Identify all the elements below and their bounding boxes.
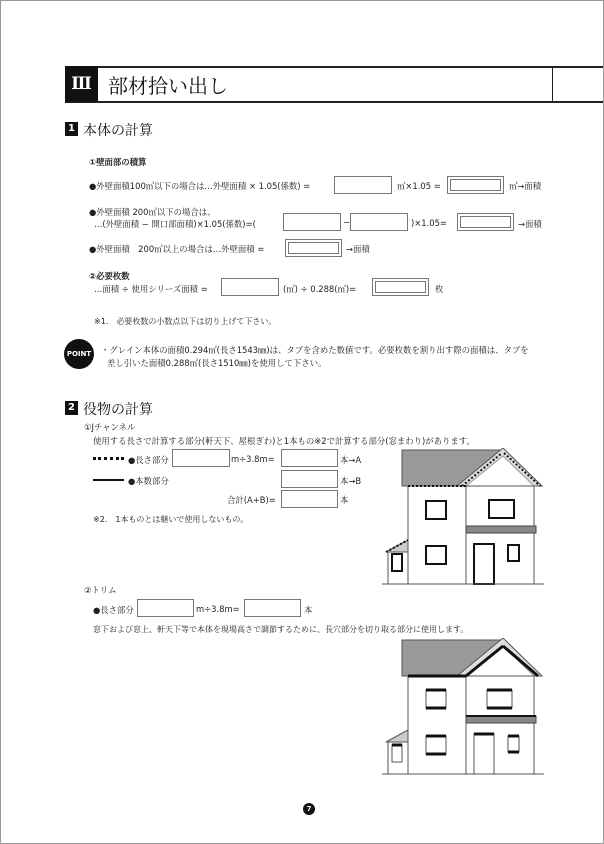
count-unit: 枚 (435, 284, 444, 294)
trim-heading: ②トリム (84, 585, 117, 595)
wall-line1-mult: ㎡×1.05 = (397, 181, 441, 191)
jchannel-count-input[interactable] (281, 470, 338, 488)
jchannel-sum-label: 合計(A+B)= (227, 495, 276, 505)
wall-line3-result-input[interactable] (285, 239, 342, 257)
wall-line2-text: ●外壁面積 200㎡以下の場合は、 (89, 207, 216, 217)
wall-line3-text: ●外壁面積 200㎡以上の場合は…外壁面積 = (89, 244, 265, 254)
wall-area-input[interactable] (334, 176, 392, 194)
wall-opening-area-input[interactable] (350, 213, 408, 231)
point-text-1: ・グレイン本体の面積0.294㎡(長さ1543㎜)は、タブを含めた数値です。必要枚数を割り出す際の面積は、タブを (101, 345, 529, 355)
dotted-line-legend (93, 457, 124, 460)
title-rule-end (552, 66, 553, 103)
wall-heading: ①壁面部の積算 (89, 157, 147, 167)
wall-line2-unit: →面積 (518, 219, 542, 229)
jchannel-len-unit: 本→A (340, 455, 362, 465)
count-formula: …面積 ÷ 使用シリーズ面積 = (94, 284, 208, 294)
section-2-title: 役物の計算 (83, 402, 153, 418)
trim-desc: 窓下および窓上、軒天下等で本体を現場高さで調節するために、長穴部分を切り取る部分に使用します。 (93, 625, 469, 634)
count-heading: ②必要枚数 (89, 271, 130, 281)
chapter-title: 部材拾い出し (108, 74, 228, 98)
count-divide: (㎡) ÷ 0.288(㎡)= (283, 284, 357, 294)
jchannel-len-label: ●長さ部分 (128, 455, 169, 465)
jchannel-cnt-label: ●本数部分 (128, 476, 169, 486)
section-2-number: 2 (65, 401, 78, 415)
jchannel-sum-input[interactable] (281, 490, 338, 508)
jchannel-len-divide: m÷3.8m= (231, 454, 275, 464)
trim-len-label: ●長さ部分 (93, 605, 134, 615)
wall-line2-formula: …(外壁面積 − 開口部面積)×1.05(係数)=( (94, 219, 256, 229)
wall-outer-area-input[interactable] (283, 213, 341, 231)
jchannel-cnt-unit: 本→B (340, 476, 362, 486)
house-trim-illustration (382, 638, 544, 780)
count-result-input[interactable] (372, 278, 429, 296)
solid-line-legend (93, 479, 124, 481)
count-area-input[interactable] (221, 278, 279, 296)
jchannel-desc: 使用する長さで計算する部分(軒天下、屋根ぎわ)と1本もの※2で計算する部分(窓まわり)があります。 (93, 436, 475, 446)
jchannel-heading: ①Jチャンネル (84, 422, 136, 432)
count-note: ※1. 必要枚数の小数点以下は切り上げて下さい。 (94, 317, 277, 326)
wall-line1-unit: ㎡→面積 (509, 181, 542, 191)
title-rule-bottom (65, 101, 603, 103)
jchannel-sum-unit: 本 (340, 495, 349, 505)
jchannel-note: ※2. 1本ものとは継いで使用しないもの。 (93, 515, 249, 524)
page-number: 7 (303, 803, 315, 815)
jchannel-length-result-input[interactable] (281, 449, 338, 467)
wall-line2-minus: − (343, 217, 351, 227)
wall-line1-text: ●外壁面積100㎡以下の場合は…外壁面積 × 1.05(係数) = (89, 181, 311, 191)
wall-line2-result-input[interactable] (457, 213, 514, 231)
point-badge: POINT (64, 339, 94, 369)
trim-len-divide: m÷3.8m= (196, 604, 240, 614)
wall-line1-result-input[interactable] (447, 176, 504, 194)
title-rule-top (65, 66, 603, 68)
trim-len-unit: 本 (304, 605, 313, 615)
point-text-2: 差し引いた面積0.288㎡(長さ1510㎜)を使用して下さい。 (107, 358, 327, 368)
jchannel-length-input[interactable] (172, 449, 230, 467)
trim-length-input[interactable] (137, 599, 194, 617)
wall-line3-unit: →面積 (346, 244, 370, 254)
trim-result-input[interactable] (244, 599, 301, 617)
chapter-numeral: Ⅲ (65, 66, 98, 102)
section-1-title: 本体の計算 (83, 123, 153, 139)
house-jchannel-illustration (382, 448, 544, 590)
section-1-number: 1 (65, 122, 78, 136)
wall-line2-mult: )×1.05= (411, 218, 447, 228)
